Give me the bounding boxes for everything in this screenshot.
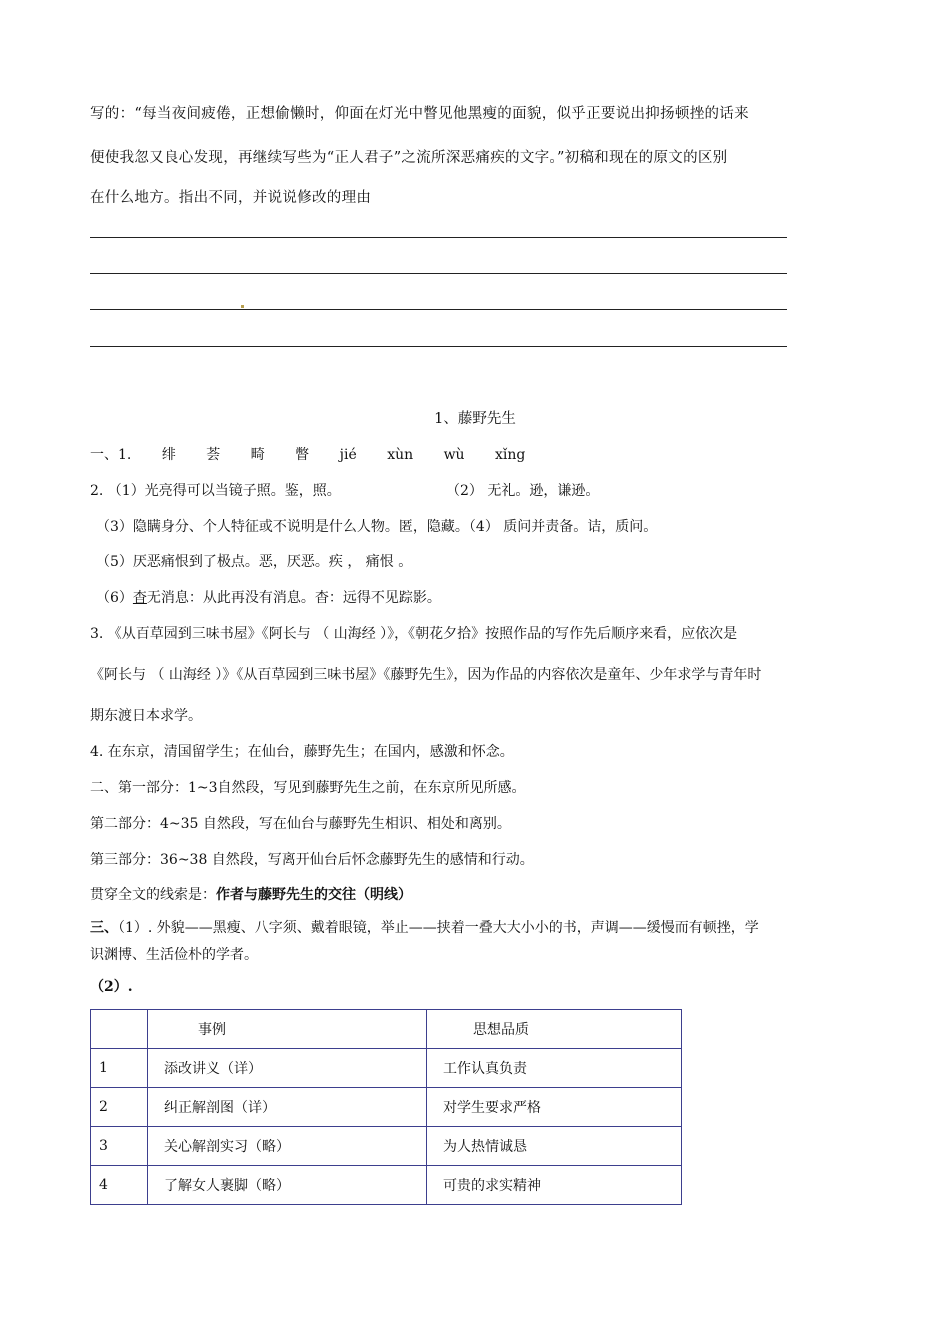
s1-q1-line — [90, 444, 551, 464]
table-cell-example: 纠正解剖图（详） — [148, 1088, 427, 1127]
s1-q1-prefix: 一、1. — [90, 447, 132, 463]
table-header-cell: 思想品质 — [427, 1010, 682, 1049]
s1-q1-item: 瞥 — [295, 447, 310, 463]
answer-blank-line[interactable] — [90, 309, 787, 310]
answer-blank-line[interactable] — [90, 346, 787, 347]
table-header-row — [91, 1010, 682, 1049]
s1-q2-6 — [96, 587, 441, 607]
s2-clue-bold: 作者与藤野先生的交往（明线） — [216, 887, 412, 903]
table-header-cell — [91, 1010, 148, 1049]
s2-part-2: 第二部分：4~35 自然段，写在仙台与藤野先生相识、相处和离别。 — [90, 816, 511, 832]
table-row — [91, 1166, 682, 1205]
answer-blank-line[interactable] — [90, 237, 787, 238]
table-header-cell: 事例 — [148, 1010, 427, 1049]
table-cell-index: 1 — [91, 1049, 148, 1088]
table-cell-quality: 为人热情诚恳 — [427, 1127, 682, 1166]
s1-q1-item: xǐng — [495, 447, 526, 463]
s3-label: 三、 — [90, 920, 118, 936]
s1-q1-item: wù — [443, 447, 465, 463]
question-text-line-2: 便使我忽又良心发现，再继续写些为“正人君子”之流所深恶痛疾的文字。”初稿和现在的原文的区别 — [90, 150, 728, 166]
table-row — [91, 1127, 682, 1166]
s1-q1-item: xùn — [387, 447, 414, 463]
s2-clue-prefix: 贯穿全文的线索是： — [90, 887, 216, 903]
table-cell-quality: 工作认真负责 — [427, 1049, 682, 1088]
s1-q2-6-char: 杳 — [132, 590, 147, 606]
table-cell-quality: 对学生要求严格 — [427, 1088, 682, 1127]
question-text-line-1: 写的：“每当夜间疲倦，正想偷懒时，仰面在灯光中瞥见他黑瘦的面貌，似乎正要说出抑扬顿挫的话来 — [90, 106, 749, 122]
table-cell-index: 3 — [91, 1127, 148, 1166]
s1-q2-1: 2. （1）光亮得可以当镜子照。鉴，照。 — [90, 483, 341, 499]
s1-q2-3: （3）隐瞒身分、个人特征或不说明是什么人物。匿，隐藏。（4） 质问并责备。诘，质问。 — [96, 519, 658, 535]
table-cell-example: 关心解剖实习（略） — [148, 1127, 427, 1166]
s1-q3-line-1: 3. 《从百草园到三味书屋》《阿长与 （ 山海经 ）》，《朝花夕拾》按照作品的写作先后顺序来看，应依次是 — [90, 626, 738, 642]
table-row — [91, 1049, 682, 1088]
table-cell-example: 添改讲义（详） — [148, 1049, 427, 1088]
table-cell-index: 2 — [91, 1088, 148, 1127]
s2-part-1: 二、第一部分：1~3自然段，写见到藤野先生之前，在东京所见所感。 — [90, 780, 526, 796]
s1-q2-6-prefix: （6） — [96, 590, 133, 606]
summary-table — [90, 1009, 682, 1205]
question-text-line-3: 在什么地方。指出不同，并说说修改的理由 — [90, 190, 372, 206]
s1-q4: 4. 在东京，清国留学生；在仙台，藤野先生；在国内，感激和怀念。 — [90, 744, 514, 760]
ink-speck — [241, 305, 244, 308]
s3-q2-label: （2）. — [90, 979, 133, 995]
table-cell-index: 4 — [91, 1166, 148, 1205]
s2-clue — [90, 884, 412, 904]
s1-q1-item: 荟 — [206, 447, 221, 463]
table-cell-example: 了解女人裹脚（略） — [148, 1166, 427, 1205]
s1-q2-6-rest: 无消息：从此再没有消息。杳：远得不见踪影。 — [146, 590, 441, 606]
s1-q1-item: 绯 — [161, 447, 176, 463]
answer-blank-line[interactable] — [90, 273, 787, 274]
s1-q2-2: （2） 无礼。逊，谦逊。 — [446, 483, 600, 499]
table-cell-quality: 可贵的求实精神 — [427, 1166, 682, 1205]
s3-q1-text: （1）. 外貌——黑瘦、八字须、戴着眼镜，举止——挟着一叠大大小小的书，声调——缓慢而有顿挫，学 — [118, 920, 759, 936]
s1-q1-item: 畸 — [250, 447, 265, 463]
table-row — [91, 1088, 682, 1127]
s1-q1-item: jié — [339, 447, 357, 463]
s2-part-3: 第三部分：36~38 自然段，写离开仙台后怀念藤野先生的感情和行动。 — [90, 852, 534, 868]
answer-title: 1、藤野先生 — [434, 411, 516, 427]
s1-q2-5: （5）厌恶痛恨到了极点。恶，厌恶。疾 ， 痛恨 。 — [96, 554, 413, 570]
s1-q3-line-2: 《阿长与 （ 山海经 ）》《从百草园到三味书屋》《藤野先生》，因为作品的内容依次是童年、少年求学与青年时 — [90, 667, 762, 683]
s3-q1-line-1 — [90, 917, 759, 937]
s1-q3-line-3: 期东渡日本求学。 — [90, 708, 202, 724]
s3-q1-line-2: 识渊博、生活俭朴的学者。 — [90, 947, 258, 963]
